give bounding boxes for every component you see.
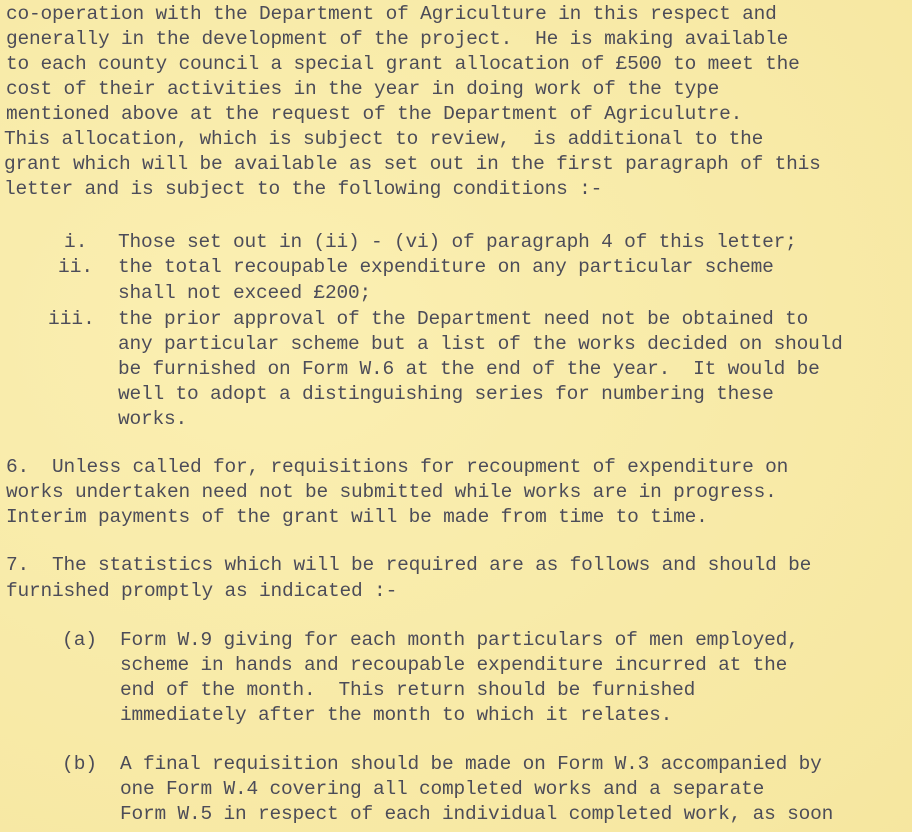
list-item-line: any particular scheme but a list of the works decided on should <box>118 333 843 355</box>
text-line: Interim payments of the grant will be made from time to time. <box>6 506 708 528</box>
text-line: co-operation with the Department of Agriculture in this respect and <box>6 3 777 25</box>
list-item-line: end of the month. This return should be furnished <box>120 679 696 701</box>
list-number: ii. <box>58 256 94 278</box>
list-item-line: scheme in hands and recoupable expenditure incurred at the <box>120 654 788 676</box>
list-item-line: shall not exceed £200; <box>118 282 372 304</box>
text-line: works undertaken need not be submitted while works are in progress. <box>6 481 777 503</box>
text-line: furnished promptly as indicated :- <box>6 580 398 602</box>
text-line: 6. Unless called for, requisitions for recoupment of expenditure on <box>6 456 789 478</box>
list-item-line: Form W.9 giving for each month particulars of men employed, <box>120 629 799 651</box>
list-number: iii. <box>48 308 95 330</box>
text-line: cost of their activities in the year in doing work of the type <box>6 78 720 100</box>
text-line: This allocation, which is subject to review, is additional to the <box>4 128 764 150</box>
list-item-line: works. <box>118 408 188 430</box>
text-line: to each county council a special grant allocation of £500 to meet the <box>6 53 800 75</box>
text-line: mentioned above at the request of the Department of Agriculutre. <box>6 103 743 125</box>
list-item-line: well to adopt a distinguishing series for numbering these <box>118 383 774 405</box>
list-item-line: immediately after the month to which it relates. <box>120 704 673 726</box>
list-item-line: the prior approval of the Department need not be obtained to <box>118 308 809 330</box>
list-number: i. <box>64 231 88 253</box>
list-item-line: one Form W.4 covering all completed works and a separate <box>120 778 765 800</box>
list-item-line: Those set out in (ii) - (vi) of paragraph 4 of this letter; <box>118 231 797 253</box>
list-item-line: the total recoupable expenditure on any particular scheme <box>118 256 774 278</box>
list-item-line: Form W.5 in respect of each individual completed work, as soon <box>120 803 834 825</box>
text-line: grant which will be available as set out in the first paragraph of this <box>4 153 821 175</box>
text-line: generally in the development of the project. He is making available <box>6 28 789 50</box>
text-line: 7. The statistics which will be required are as follows and should be <box>6 554 812 576</box>
text-line: letter and is subject to the following conditions :- <box>4 178 603 200</box>
list-number: (b) <box>62 753 98 775</box>
list-number: (a) <box>62 629 98 651</box>
list-item-line: A final requisition should be made on Form W.3 accompanied by <box>120 753 822 775</box>
list-item-line: be furnished on Form W.6 at the end of the year. It would be <box>118 358 820 380</box>
